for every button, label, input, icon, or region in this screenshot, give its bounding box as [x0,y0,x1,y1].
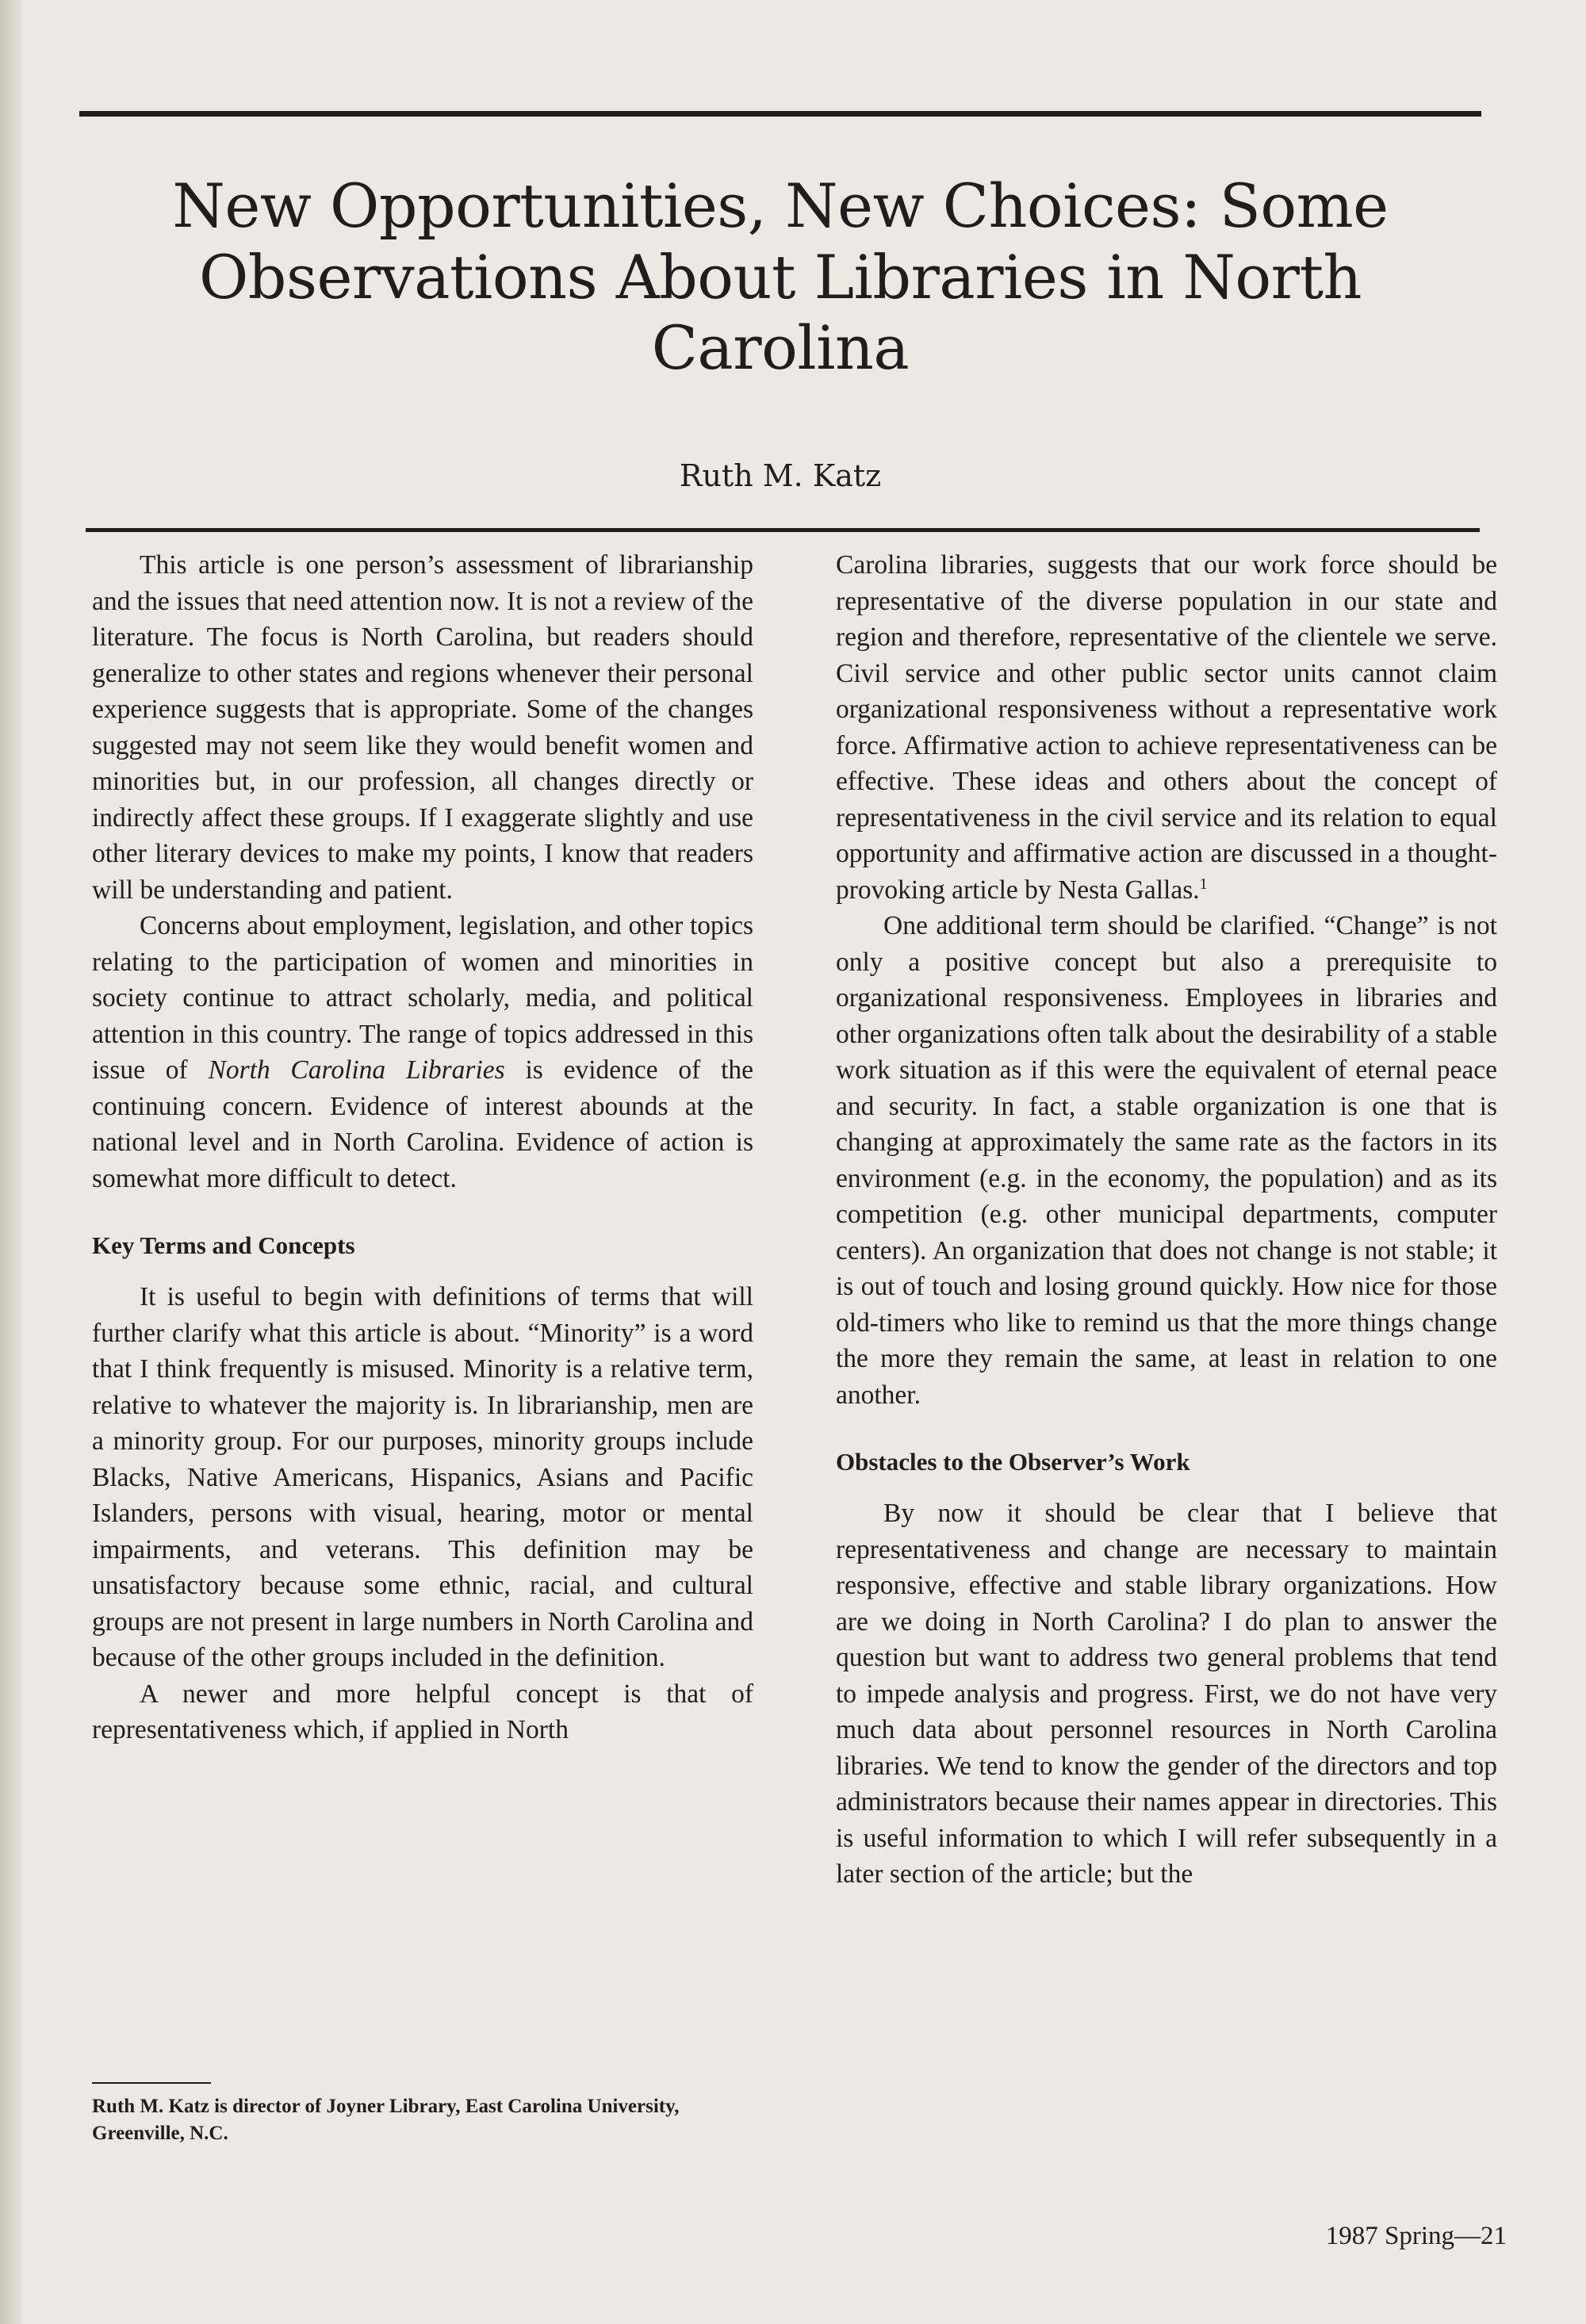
footnote-rule [92,2082,211,2084]
paragraph-intro: This article is one person’s assessment of librarianship and the issues that need attention now. It is not a review of the literature. The focus is North Carolina, but readers should generalize to other states and regions whenever their personal experience suggests that is appropriate. Some of the changes suggested may not seem like they would benefit women and minorities but, in our profession, all changes directly or indirectly affect these groups. If I exaggerate slightly and use other literary devices to make my points, I know that readers will be understanding and patient. [92,550,753,905]
paragraph-definitions: It is useful to begin with definitions of terms that will further clarify what this article is about. “Minority” is a word that I think frequently is misused. Minority is a relative term, relative to whatever the majority is. In librarianship, men are a minority group. For our purposes, minority groups include Blacks, Native Americans, Hispanics, Asians and Pacific Islanders, persons with visual, hearing, motor or mental impairments, and veterans. This definition may be unsatisfactory because some ethnic, racial, and cultural groups are not present in large numbers in North Carolina and because of the other groups included in the definition. [92,1282,753,1672]
title-rule-top [79,111,1481,117]
right-column [836,547,1497,1893]
paragraph-concerns [92,908,753,1196]
title-rule-bottom [86,528,1480,532]
author-footnote: Ruth M. Katz is director of Joyner Library, East Carolina University, Greenville, N.C. [92,2096,680,2144]
paragraph-representativeness: A newer and more helpful concept is that of representativeness which, if applied in North [92,1679,753,1744]
page-folio: 1987 Spring—21 [1325,2222,1507,2250]
article-author: Ruth M. Katz [679,458,882,493]
article-title: New Opportunities, New Choices: Some Observations About Libraries in North Carolina [172,170,1389,384]
paragraph-continued [836,547,1497,908]
concerns-text-end: is evidence of the continuing concern. Evidence of interest abounds at the national level and in North Carolina. Evidence of action is somewhat more difficult to detect. [92,1055,753,1193]
page-binding-edge [0,0,22,2324]
concerns-text-start: Concerns about employment, legislation, and other topics relating to the participation of women and minorities in society continue to attract scholarly, media, and political attention in this country. The range of topics addressed in this issue of [92,911,753,1085]
footnote-reference: 1 [1199,875,1208,893]
paragraph-obstacles: By now it should be clear that I believe that representativeness and change are necessary to maintain responsive, effective and stable library organizations. How are we doing in North Carolina? I do plan to answer the question but want to address two general problems that tend to impede analysis and progress. First, we do not have very much data about personnel resources in North Carolina libraries. We tend to know the gender of the directors and top administrators because their names appear in directories. This is useful information to which I will refer subsequently in a later section of the article; but the [836,1499,1497,1889]
paragraph-change: One additional term should be clarified. “Change” is not only a positive concept but also a prerequisite to organizational responsiveness. Employees in libraries and other organizations often talk about the desirability of a stable work situation as if this were the equivalent of eternal peace and security. In fact, a stable organization is one that is changing at approximately the same rate as the factors in its environment (e.g. in the economy, the population) and as its competition (e.g. other municipal departments, computer centers). An organization that does not change is not stable; it is out of touch and losing ground quickly. How nice for those old-timers who like to remind us that the more things change the more they remain the same, at least in relation to one another. [836,911,1497,1410]
journal-title: North Carolina Libraries [208,1055,505,1085]
continued-text: Carolina libraries, suggests that our work force should be representative of the diverse population in our state and region and therefore, representative of the clientele we serve. Civil service and other public sector units cannot claim organizational responsiveness without a representative work force. Affirmative action to achieve representativeness can be effective. These ideas and others about the concept of representativeness in the civil service and its relation to equal opportunity and affirmative action are discussed in a thought-provoking article by Nesta Gallas. [836,550,1497,905]
section-heading-obstacles: Obstacles to the Observer’s Work [836,1448,1190,1476]
left-column [92,547,753,1748]
section-heading-key-terms: Key Terms and Concepts [92,1231,355,1259]
